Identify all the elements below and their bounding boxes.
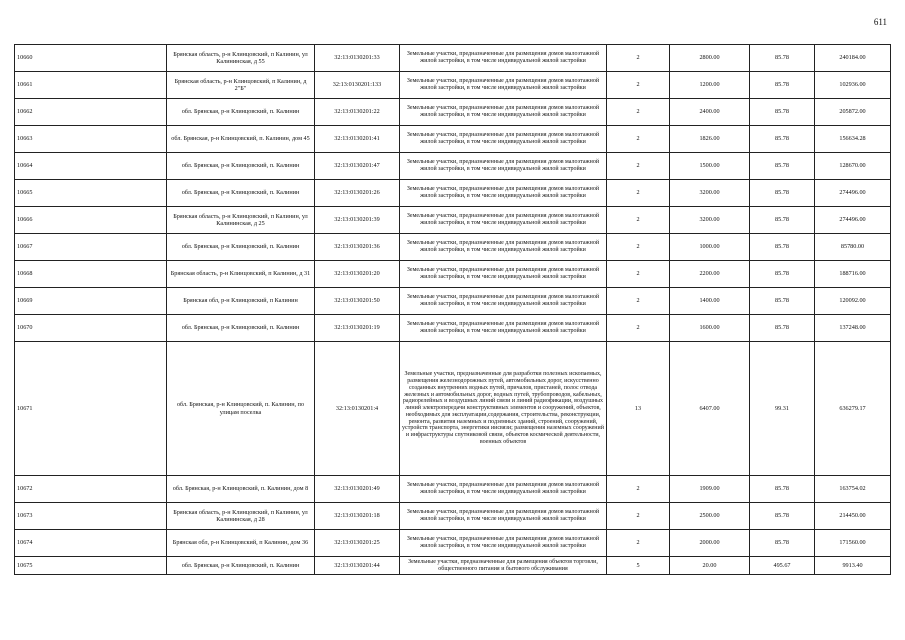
area-cell: 2800.00 — [670, 45, 750, 72]
area-cell: 1909.00 — [670, 476, 750, 503]
specific-value-cell: 85.78 — [750, 45, 815, 72]
specific-value-cell: 85.78 — [750, 476, 815, 503]
area-cell: 1000.00 — [670, 234, 750, 261]
row-number-cell: 10661 — [15, 72, 167, 99]
address-cell: обл. Брянская, р-н Клинцовский, п. Калинин, дом 45 — [167, 126, 315, 153]
cadastral-value-cell: 636279.17 — [815, 342, 891, 476]
specific-value-cell: 85.78 — [750, 72, 815, 99]
category-code-cell: 2 — [607, 288, 670, 315]
table-row — [15, 207, 891, 234]
category-code-cell: 2 — [607, 503, 670, 530]
area-cell: 3200.00 — [670, 180, 750, 207]
cadastral-value-cell: 137248.00 — [815, 315, 891, 342]
land-use-cell: Земельные участки, предназначенные для разработки полезных ископаемых, размещения железнодорожных путей, автомобильных дорог, искусственно созданных внутренних водных путей, причалов, пристаней, полос отвода железных и автомобильных дорог, водных путей, трубопроводов, кабельных, радиорелейных и воздушных линий связи и линий радиофикации, воздушных линий электропередачи конструктивных элементов и сооружений, объектов, необходимых для эксплуатации,содержания, строительства, реконструкции, ремонта, развития наземных и подземных зданий, строений, сооружений, устройств транспорта, энергетики иисвязи; размещения наземных сооружений и инфраструктуры спутниковой связи, объектов космической деятельности, военных объектов — [400, 342, 607, 476]
table-row — [15, 288, 891, 315]
row-number-cell: 10663 — [15, 126, 167, 153]
specific-value-cell: 85.78 — [750, 315, 815, 342]
row-number-cell: 10670 — [15, 315, 167, 342]
cadastral-number-cell: 32:13:0130201:133 — [315, 72, 400, 99]
row-number-cell: 10673 — [15, 503, 167, 530]
table-row — [15, 153, 891, 180]
specific-value-cell: 85.78 — [750, 153, 815, 180]
cadastral-number-cell: 32:13:0130201:33 — [315, 45, 400, 72]
area-cell: 1826.00 — [670, 126, 750, 153]
cadastral-number-cell: 32:13:0130201:50 — [315, 288, 400, 315]
page-number: 611 — [873, 17, 887, 27]
land-use-cell: Земельные участки, предназначенные для размещения домов малоэтажной жилой застройки, в том числе индивидуальной жилой застройки — [400, 530, 607, 557]
address-cell: обл. Брянская, р-н Клинцовский, п. Калинин, дом 8 — [167, 476, 315, 503]
address-cell: Брянская область, р-н Клинцовский, п Калинин, д 2"Б" — [167, 72, 315, 99]
cadastral-value-cell: 274496.00 — [815, 180, 891, 207]
row-number-cell: 10666 — [15, 207, 167, 234]
cadastral-value-cell: 102936.00 — [815, 72, 891, 99]
address-cell: Брянская обл, р-н Клинцовский, п Калинин — [167, 288, 315, 315]
address-cell: обл. Брянская, р-н Клинцовский, п. Калинин — [167, 99, 315, 126]
row-number-cell: 10675 — [15, 557, 167, 575]
address-cell: обл. Брянская, р-н Клинцовский, п. Калинин — [167, 234, 315, 261]
category-code-cell: 2 — [607, 99, 670, 126]
cadastral-number-cell: 32:13:0130201:25 — [315, 530, 400, 557]
category-code-cell: 2 — [607, 315, 670, 342]
cadastral-number-cell: 32:13:0130201:44 — [315, 557, 400, 575]
address-cell: обл. Брянская, р-н Клинцовский, п. Калинин — [167, 315, 315, 342]
cadastral-value-table — [14, 44, 891, 575]
category-code-cell: 2 — [607, 126, 670, 153]
cadastral-number-cell: 32:13:0130201:26 — [315, 180, 400, 207]
address-cell: Брянская область, р-н Клинцовский, п Калинин, д 31 — [167, 261, 315, 288]
specific-value-cell: 85.78 — [750, 99, 815, 126]
cadastral-value-cell: 240184.00 — [815, 45, 891, 72]
land-use-cell: Земельные участки, предназначенные для размещения домов малоэтажной жилой застройки, в том числе индивидуальной жилой застройки — [400, 99, 607, 126]
table-row — [15, 557, 891, 575]
row-number-cell: 10662 — [15, 99, 167, 126]
land-use-cell: Земельные участки, предназначенные для размещения домов малоэтажной жилой застройки, в том числе индивидуальной жилой застройки — [400, 234, 607, 261]
cadastral-number-cell: 32:13:0130201:19 — [315, 315, 400, 342]
category-code-cell: 2 — [607, 153, 670, 180]
cadastral-number-cell: 32:13:0130201:49 — [315, 476, 400, 503]
land-use-cell: Земельные участки, предназначенные для размещения домов малоэтажной жилой застройки, в том числе индивидуальной жилой застройки — [400, 45, 607, 72]
category-code-cell: 2 — [607, 530, 670, 557]
land-use-cell: Земельные участки, предназначенные для размещения домов малоэтажной жилой застройки, в том числе индивидуальной жилой застройки — [400, 476, 607, 503]
cadastral-number-cell: 32:13:0130201:47 — [315, 153, 400, 180]
row-number-cell: 10664 — [15, 153, 167, 180]
specific-value-cell: 85.78 — [750, 126, 815, 153]
area-cell: 3200.00 — [670, 207, 750, 234]
row-number-cell: 10665 — [15, 180, 167, 207]
cadastral-number-cell: 32:13:0130201:18 — [315, 503, 400, 530]
address-cell: Брянская область, р-н Клинцовский, п Калинин, ул Калининская, д 55 — [167, 45, 315, 72]
area-cell: 1400.00 — [670, 288, 750, 315]
row-number-cell: 10672 — [15, 476, 167, 503]
specific-value-cell: 85.78 — [750, 503, 815, 530]
category-code-cell: 5 — [607, 557, 670, 575]
cadastral-value-cell: 85780.00 — [815, 234, 891, 261]
cadastral-value-cell: 171560.00 — [815, 530, 891, 557]
category-code-cell: 2 — [607, 45, 670, 72]
address-cell: обл. Брянская, р-н Клинцовский, п. Калинин — [167, 180, 315, 207]
table-row — [15, 261, 891, 288]
table-row — [15, 126, 891, 153]
land-use-cell: Земельные участки, предназначенные для размещения домов малоэтажной жилой застройки, в том числе индивидуальной жилой застройки — [400, 261, 607, 288]
area-cell: 2000.00 — [670, 530, 750, 557]
address-cell: Брянская область, р-н Клинцовский, п Калинин, ул Калининская, д 28 — [167, 503, 315, 530]
specific-value-cell: 85.78 — [750, 180, 815, 207]
table-row — [15, 530, 891, 557]
cadastral-number-cell: 32:13:0130201:41 — [315, 126, 400, 153]
cadastral-value-cell: 205872.00 — [815, 99, 891, 126]
land-use-cell: Земельные участки, предназначенные для размещения домов малоэтажной жилой застройки, в том числе индивидуальной жилой застройки — [400, 180, 607, 207]
row-number-cell: 10668 — [15, 261, 167, 288]
table-row — [15, 72, 891, 99]
area-cell: 1600.00 — [670, 315, 750, 342]
category-code-cell: 2 — [607, 476, 670, 503]
specific-value-cell: 495.67 — [750, 557, 815, 575]
table-row — [15, 99, 891, 126]
land-use-cell: Земельные участки, предназначенные для размещения домов малоэтажной жилой застройки, в том числе индивидуальной жилой застройки — [400, 207, 607, 234]
row-number-cell: 10669 — [15, 288, 167, 315]
specific-value-cell: 85.78 — [750, 288, 815, 315]
area-cell: 2200.00 — [670, 261, 750, 288]
cadastral-number-cell: 32:13:0130201:20 — [315, 261, 400, 288]
cadastral-value-cell: 163754.02 — [815, 476, 891, 503]
row-number-cell: 10674 — [15, 530, 167, 557]
category-code-cell: 2 — [607, 207, 670, 234]
category-code-cell: 2 — [607, 261, 670, 288]
cadastral-number-cell: 32:13:0130201:4 — [315, 342, 400, 476]
land-use-cell: Земельные участки, предназначенные для размещения домов малоэтажной жилой застройки, в том числе индивидуальной жилой застройки — [400, 153, 607, 180]
land-use-cell: Земельные участки, предназначенные для размещения объектов торговли, общественного питания и бытового обслуживания — [400, 557, 607, 575]
address-cell: Брянская область, р-н Клинцовский, п Калинин, ул Калининская, д 25 — [167, 207, 315, 234]
land-use-cell: Земельные участки, предназначенные для размещения домов малоэтажной жилой застройки, в том числе индивидуальной жилой застройки — [400, 315, 607, 342]
area-cell: 20.00 — [670, 557, 750, 575]
specific-value-cell: 85.78 — [750, 207, 815, 234]
row-number-cell: 10667 — [15, 234, 167, 261]
address-cell: обл. Брянская, р-н Клинцовский, п. Калинин, по улицам поселка — [167, 342, 315, 476]
table-row — [15, 476, 891, 503]
cadastral-value-cell: 9913.40 — [815, 557, 891, 575]
land-use-cell: Земельные участки, предназначенные для размещения домов малоэтажной жилой застройки, в том числе индивидуальной жилой застройки — [400, 72, 607, 99]
table-row — [15, 315, 891, 342]
category-code-cell: 13 — [607, 342, 670, 476]
specific-value-cell: 85.78 — [750, 530, 815, 557]
row-number-cell: 10660 — [15, 45, 167, 72]
area-cell: 2400.00 — [670, 99, 750, 126]
area-cell: 6407.00 — [670, 342, 750, 476]
cadastral-value-cell: 120092.00 — [815, 288, 891, 315]
area-cell: 1500.00 — [670, 153, 750, 180]
cadastral-value-cell: 188716.00 — [815, 261, 891, 288]
land-use-cell: Земельные участки, предназначенные для размещения домов малоэтажной жилой застройки, в том числе индивидуальной жилой застройки — [400, 503, 607, 530]
cadastral-value-cell: 128670.00 — [815, 153, 891, 180]
specific-value-cell: 99.31 — [750, 342, 815, 476]
cadastral-value-cell: 274496.00 — [815, 207, 891, 234]
land-use-cell: Земельные участки, предназначенные для размещения домов малоэтажной жилой застройки, в том числе индивидуальной жилой застройки — [400, 126, 607, 153]
address-cell: обл. Брянская, р-н Клинцовский, п. Калинин — [167, 153, 315, 180]
address-cell: Брянская обл, р-н Клинцовский, п Калинин, дом 36 — [167, 530, 315, 557]
category-code-cell: 2 — [607, 234, 670, 261]
area-cell: 2500.00 — [670, 503, 750, 530]
table-row — [15, 342, 891, 476]
table-row — [15, 234, 891, 261]
specific-value-cell: 85.78 — [750, 261, 815, 288]
table-row — [15, 503, 891, 530]
specific-value-cell: 85.78 — [750, 234, 815, 261]
land-use-cell: Земельные участки, предназначенные для размещения домов малоэтажной жилой застройки, в том числе индивидуальной жилой застройки — [400, 288, 607, 315]
cadastral-number-cell: 32:13:0130201:39 — [315, 207, 400, 234]
cadastral-number-cell: 32:13:0130201:22 — [315, 99, 400, 126]
table-body — [15, 45, 891, 575]
category-code-cell: 2 — [607, 180, 670, 207]
cadastral-value-cell: 214450.00 — [815, 503, 891, 530]
cadastral-value-cell: 156634.28 — [815, 126, 891, 153]
row-number-cell: 10671 — [15, 342, 167, 476]
table-row — [15, 45, 891, 72]
address-cell: обл. Брянская, р-н Клинцовский, п. Калинин — [167, 557, 315, 575]
table-row — [15, 180, 891, 207]
category-code-cell: 2 — [607, 72, 670, 99]
cadastral-number-cell: 32:13:0130201:36 — [315, 234, 400, 261]
area-cell: 1200.00 — [670, 72, 750, 99]
